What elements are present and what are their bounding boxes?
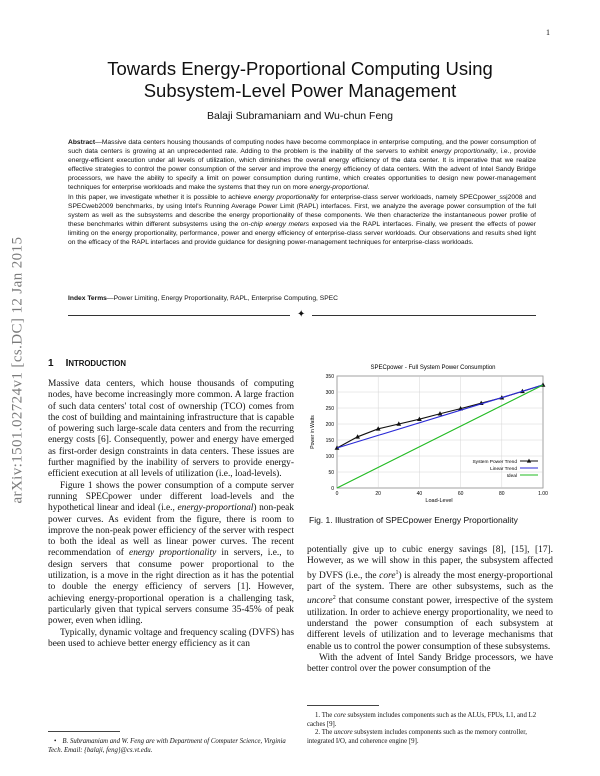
abstract-emphasis: energy proportionality (430, 148, 497, 156)
chart-y-tick-label: 350 (325, 373, 334, 380)
abstract-text: , i.e., provide energy-efficient execution under all levels of utilization, which diminishes the overall energy efficiency of the data center. It is imperative that we realize effective strategies to control the power consumption of the server and improve the energy efficiency of data centers. With the advent of Intel Sandy Bridge processors, we have the ability to specify a limit on power consumption during runtime, which creates opportunities to design new power-management techniques for enterprise workloads and make the systems that they run on more (68, 148, 537, 192)
body-emphasis: core (379, 570, 396, 581)
abstract-paragraph-1 (68, 138, 536, 193)
chart-x-tick-label: 20 (375, 491, 381, 497)
chart-x-tick-label: 60 (457, 491, 464, 497)
body-text: potentially give up to cubic energy savings [8], [15], [17]. However, as we will show in this paper, the subsystem affected by DVFS (i.e., the (307, 545, 553, 581)
chart-y-tick-label: 0 (331, 485, 334, 492)
chart-y-tick-label: 150 (325, 437, 334, 444)
chart-series-line (337, 385, 543, 448)
right-column (307, 545, 553, 676)
chart-series-line (337, 385, 543, 488)
separator-line-left (68, 315, 290, 316)
authors: Balaji Subramaniam and Wu-chun Feng (207, 110, 393, 122)
arxiv-identifier: arXiv:1501.02724v1 [cs.DC] 12 Jan 2015 (9, 236, 26, 504)
power-consumption-chart (305, 360, 555, 508)
abstract-label: Abstract (68, 139, 96, 146)
chart-x-label: Load-Level (425, 498, 453, 504)
author-affiliation: B. Subramaniam and W. Feng are with Department of Computer Science, Virginia Tech. Email: {balaji, feng}@cs.vt.edu. (48, 738, 286, 754)
chart-y-ticks (326, 374, 335, 492)
footnote-rule (307, 705, 379, 706)
chart-legend-label: Linear Trend (490, 466, 517, 472)
footnote-emphasis: uncore (333, 729, 353, 737)
abstract-text: —Massive data centers housing thousands of computing nodes have become commonplace in enterprise computing, and the power consumption of such data centers is growing at an unprecedented rate. Adding to the problem is the inability of the servers to exhibit (68, 139, 536, 156)
chart-x-ticks (336, 491, 548, 497)
paper-title (80, 58, 520, 102)
abstract-emphasis: energy-proportional (309, 184, 368, 192)
chart-x-tick-label: 40 (416, 491, 423, 497)
footnotes (307, 712, 553, 746)
title-line-1: Towards Energy-Proportional Computing Using (107, 58, 493, 79)
footnote-1 (307, 712, 553, 729)
body-text: in servers, i.e., to design servers that consume power proportional to the utilization, is a move in the right direction as it has the potential to double the energy efficiency of servers [1]. However, achieving energy-proportional operation is a challenging task, particularly given that typical servers consume 35-45% of peak power, even when idling. (48, 548, 294, 627)
author-footnote (48, 738, 294, 755)
body-emphasis: energy proportionality (129, 548, 217, 559)
chart-y-tick-label: 300 (325, 389, 334, 396)
chart-legend-label: Ideal (506, 473, 517, 479)
chart-x-tick-label: 0 (335, 491, 339, 497)
chart-x-tick-label: 1.00 (538, 491, 548, 497)
body-text: ) is already the most energy-proportional part of the system. There are other subsystems, such as the (307, 570, 553, 593)
footnote-2 (307, 729, 553, 746)
footnote-text: subsystem includes components such as the ALUs, FPUs, L1, and L2 caches [9]. (307, 712, 537, 728)
chart-y-tick-label: 250 (325, 405, 334, 412)
abstract-emphasis: energy proportionality (253, 193, 319, 201)
bullet-icon: • (54, 738, 57, 745)
section-heading (48, 358, 126, 369)
chart-y-tick-label: 100 (325, 453, 334, 460)
title-line-2: Subsystem-Level Power Management (143, 80, 457, 101)
chart-x-tick-label: 80 (499, 491, 505, 497)
footnote-rule-left (48, 731, 120, 732)
footnote-number: 2. (315, 729, 321, 737)
section-number: 1 (48, 358, 54, 369)
separator-line-right (312, 315, 536, 316)
body-emphasis: uncore (307, 596, 333, 607)
figure-caption: Fig. 1. Illustration of SPECpower Energy Proportionality (309, 515, 518, 525)
section-title-rest: NTRODUCTION (68, 359, 126, 368)
chart-y-tick-label: 200 (325, 421, 334, 428)
body-emphasis: energy-proportional (177, 503, 254, 514)
footnote-number: 1. (315, 712, 321, 719)
body-text: ) non-peak power curves. As evident from the figure, there is room to improve the non-peak power efficiency of the server with respect to both the ideal as well as linear power curves. The recent recommendation of (48, 503, 294, 559)
footnote-ref[interactable]: 1 (395, 569, 399, 576)
abstract (68, 138, 536, 247)
abstract-emphasis: on-chip energy meters (240, 220, 310, 228)
index-terms-label: Index Terms (68, 295, 107, 302)
abstract-paragraph-2 (68, 193, 536, 248)
footnote-text: subsystem includes components such as the memory controller, integrated I/O, and coherence engine [9]. (307, 729, 527, 745)
section-title-first: I (65, 358, 69, 369)
body-text: Figure 1 shows the power consumption of a compute server running SPECpower under different load-levels and the hypothetical linear and ideal (i.e., (48, 480, 294, 514)
abstract-text: In this paper, we investigate whether it is possible to achieve (68, 193, 254, 201)
chart-legend-label: System Power Trend (472, 459, 517, 465)
page-number: 1 (546, 28, 550, 37)
index-terms-text: —Power Limiting, Energy Proportionality, RAPL, Enterprise Computing, SPEC (106, 295, 338, 302)
abstract-text: for enterprise-class server workloads, namely SPECpower_ssj2008 and SPECweb2009 benchmarks, by using Intel's Running Average Power Limit (RAPL) interfaces. First, we analyze the average power consumption of the full system as well as the subsystems and describe the energy proportionality of these components. We then characterize the instantaneous power profile of these benchmarks within different subsystems using the (68, 193, 537, 228)
left-column (48, 379, 294, 650)
footnote-text: The (321, 712, 334, 719)
footnote-ref[interactable]: 2 (332, 595, 336, 602)
chart-legend (472, 459, 538, 479)
section-separator (68, 309, 536, 320)
abstract-text: . (367, 184, 370, 192)
body-paragraph (307, 545, 553, 653)
chart-y-label: Power in Watts (310, 415, 316, 449)
body-text: that consume constant power, irrespective of the system utilization. In order to achieve energy proportionality, we need to understand the power consumption of each subsystem at different levels of utilization and to leverage mechanisms that enable us to control the power consumption of these subsystems. (307, 596, 553, 652)
footnote-text: The (321, 729, 334, 737)
body-paragraph: Typically, dynamic voltage and frequency scaling (DVFS) has been used to achieve better energy efficiency as it can (48, 627, 294, 649)
body-paragraph: Massive data centers, which house thousands of computing nodes, have become increasingly more common. A large fraction of such data centers' total cost of ownership (TCO) comes from the cost of building and maintaining infrastructure that is capable of powering such large-scale data centers and from the recurring energy costs [6]. Consequently, power and energy have emerged as first-order design constraints in data centers. These issues are further magnified by the inability of servers to provide energy-efficient execution at all levels of utilization (i.e., load-levels). (48, 379, 294, 480)
footnote-emphasis: core (333, 712, 346, 719)
chart-title: SPECpower - Full System Power Consumption (370, 365, 496, 371)
abstract-text: exposed via the RAPL interfaces. Finally, we present the effects of power limiting on the energy proportionality, performance, power and energy efficiency of enterprise-class server workloads. Our observations and results shed light on the efficacy of the RAPL interfaces and provide guidance for designing power-management techniques for enterprise-class workloads. (68, 220, 536, 247)
body-paragraph (48, 481, 294, 628)
body-paragraph: With the advent of Intel Sandy Bridge processors, we have better control over the power consumption of the (307, 652, 553, 675)
separator-diamond-icon: ✦ (297, 309, 306, 320)
index-terms (68, 295, 536, 302)
chart-y-tick-label: 50 (328, 469, 334, 476)
